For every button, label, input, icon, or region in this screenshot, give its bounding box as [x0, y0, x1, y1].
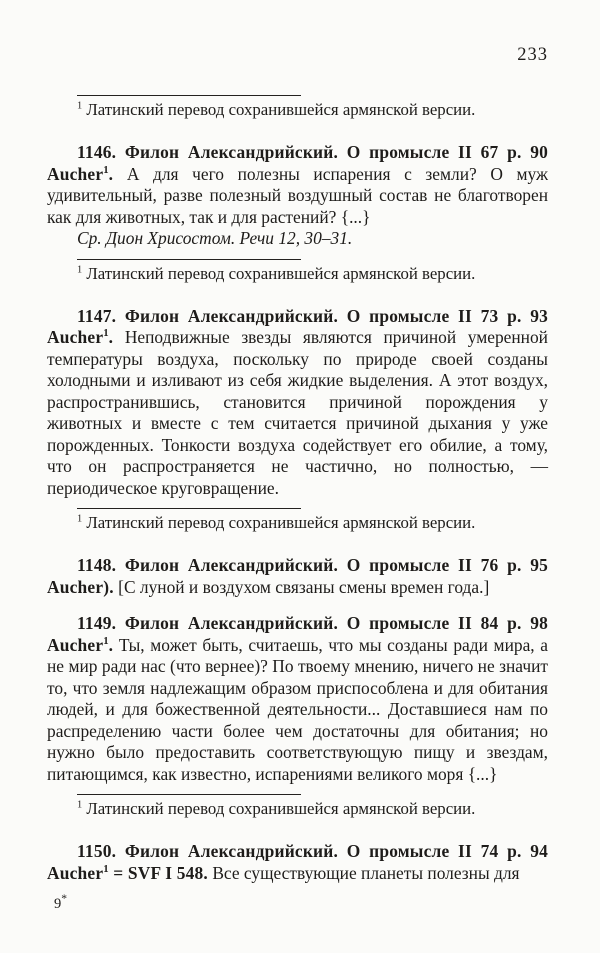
footnote-marker: 1: [77, 263, 83, 275]
entry-1146-heading: 1146. Филон Александрийский. О промысле II 67 p. 90 Aucher: [47, 142, 548, 184]
footnote-rule: [77, 95, 301, 96]
entry-1150-heading: 1150. Филон Александрийский. О промысле II 74 p. 94 Aucher: [47, 841, 548, 883]
footnote-block: [47, 508, 548, 533]
entry-1147-note-sup: 1: [103, 327, 109, 340]
entry-1148-body: [С луной и воздухом связаны смены времен года.]: [113, 576, 490, 597]
entry-1146-heading-tail: .: [108, 163, 114, 184]
footnote-marker: 1: [77, 799, 83, 811]
page-number: 233: [517, 45, 548, 65]
signature-mark: [54, 891, 67, 912]
entry-1146-cross-reference: Ср. Дион Хрисостом. Речи 12, 30–31.: [77, 228, 353, 248]
footnote-body: Латинский перевод сохранившейся армянской версии.: [86, 513, 476, 532]
footnote-text: [47, 263, 548, 284]
footnote-text: [47, 798, 548, 819]
entry-1147-body: Неподвижные звезды являются причиной умеренной температуры воздуха, поскольку по природе своей созданы холодными и изливают из себя жидкие выделения. А этот воздух, распространившись, становится причиной порождения у животных и вместе с тем считается причиной дыхания у уже порожденных. Тонкости воздуха содействует его обилие, а тому, что он распространяется не частично, но полностью, — периодическое круговращение.: [47, 327, 548, 498]
entry-1147-heading-tail: .: [108, 327, 114, 347]
entry-1148: [47, 555, 548, 598]
entry-1146-note-sup: 1: [103, 163, 109, 176]
footnote-text: [47, 512, 548, 533]
footnote-block: [47, 259, 548, 284]
footnote-rule: [77, 794, 301, 795]
entry-1149-heading-tail: .: [108, 634, 114, 655]
signature-digit: 9: [54, 895, 62, 912]
entry-1148-heading: 1148. Филон Александрийский. О промысле II 76 p. 95 Aucher).: [47, 555, 548, 597]
footnote-marker: 1: [77, 100, 83, 112]
entry-1146-body: А для чего полезны испарения с земли? О муж удивительный, разве полезный воздушный состав не благотворен как для животных, так и для растений? {...}: [47, 163, 548, 227]
entry-1149-note-sup: 1: [103, 634, 109, 647]
entry-1150-body: Все существующие планеты полезны для: [207, 862, 520, 883]
entry-1149-heading: 1149. Филон Александрийский. О промысле II 84 p. 98 Aucher: [47, 613, 548, 655]
entry-1150: [47, 841, 548, 884]
entry-1149: [47, 613, 548, 785]
entry-1150-heading-tail: = SVF I 548.: [108, 862, 208, 883]
footnote-body: Латинский перевод сохранившейся армянской версии.: [86, 799, 476, 818]
entry-1147-heading: 1147. Филон Александрийский. О промысле II 73 p. 93 Aucher: [47, 305, 548, 347]
footnote-block: [47, 794, 548, 819]
footnote-body: Латинский перевод сохранившейся армянской версии.: [86, 263, 476, 283]
signature-star: *: [61, 892, 68, 905]
footnote-body: Латинский перевод сохранившейся армянской версии.: [86, 100, 476, 119]
entry-1147: [47, 306, 548, 500]
footnote-block: [47, 95, 548, 120]
entry-1146: [47, 142, 548, 228]
footnote-rule: [77, 508, 301, 509]
footnote-marker: 1: [77, 513, 83, 525]
footnote-text: [47, 99, 548, 120]
entry-1150-note-sup: 1: [103, 862, 109, 875]
entry-1149-body: Ты, может быть, считаешь, что мы созданы ради мира, а не мир ради нас (что вернее)? По твоему мнению, ничего не значит то, что земля надлежащим образом приспособлена и для обитания людей, и для божественной деятельности... Доставшиеся нам по распределению части более чем достаточны для обитания; но нужно было предоставить соответствующую пищу и звездам, питающимся, как известно, испарениями великого моря {...}: [47, 634, 548, 784]
footnote-rule: [77, 259, 301, 260]
